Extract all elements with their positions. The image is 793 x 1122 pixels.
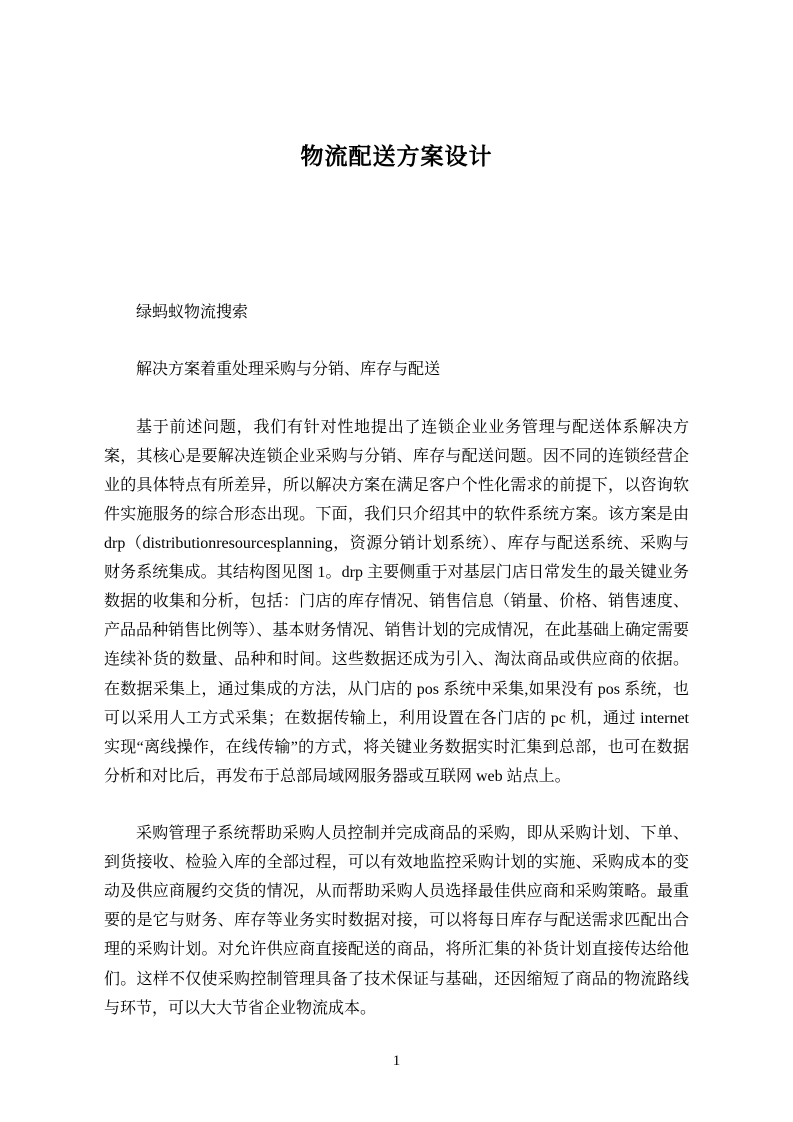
lead-line-source: 绿蚂蚁物流搜索 <box>136 304 249 321</box>
page-number: 1 <box>392 1053 401 1069</box>
paragraph-procurement-subsystem: 采购管理子系统帮助采购人员控制并完成商品的采购，即从采购计划、下单、到货接收、检验入库的全部过程，可以有效地监控采购计划的实施、采购成本的变动及供应商履约交货的情况，从而帮助采购人员选择最佳供应商和采购策略。最重要的是它与财务、库存等业务实时数据对接，可以将每日库存与配送需求匹配出合理的采购计划。对允许供应商直接配送的商品，将所汇集的补货计划直接传达给他们。这样不仅使采购控制管理具备了技术保证与基础，还因缩短了商品的物流路线与环节，可以大大节省企业物流成本。 <box>104 825 689 1017</box>
page-title: 物流配送方案设计 <box>300 144 493 169</box>
paragraph-drp-system: 基于前述问题，我们有针对性地提出了连锁企业业务管理与配送体系解决方案，其核心是要解决连锁企业采购与分销、库存与配送问题。因不同的连锁经营企业的具体特点有所差异，所以解决方案在满足客户个性化需求的前提下，以咨询软件实施服务的综合形态出现。下面，我们只介绍其中的软件系统方案。该方案是由 drp（distributionresourcesplanning，资源分销计划系统）、库存与配送系统、采购与财务系统集成。其结构图见图 1。drp 主要侧重于对基层门店日常发生的最关键业务数据的收集和分析，包括：门店的库存情况、销售信息（销量、价格、销售速度、产品品种销售比例等）、基本财务情况、销售计划的完成情况，在此基础上确定需要连续补货的数量、品种和时间。这些数据还成为引入、淘汰商品或供应商的依据。在数据采集上，通过集成的方法，从门店的 pos 系统中采集,如果没有 pos 系统，也可以采用人工方式采集；在数据传输上，利用设置在各门店的 pc 机，通过 internet 实现“离线操作，在线传输”的方式，将关键业务数据实时汇集到总部，也可在数据分析和对比后，再发布于总部局域网服务器或互联网 web 站点上。 <box>104 418 689 785</box>
document-body <box>104 299 689 1023</box>
lead-line-summary: 解决方案着重处理采购与分销、库存与配送 <box>136 360 441 378</box>
